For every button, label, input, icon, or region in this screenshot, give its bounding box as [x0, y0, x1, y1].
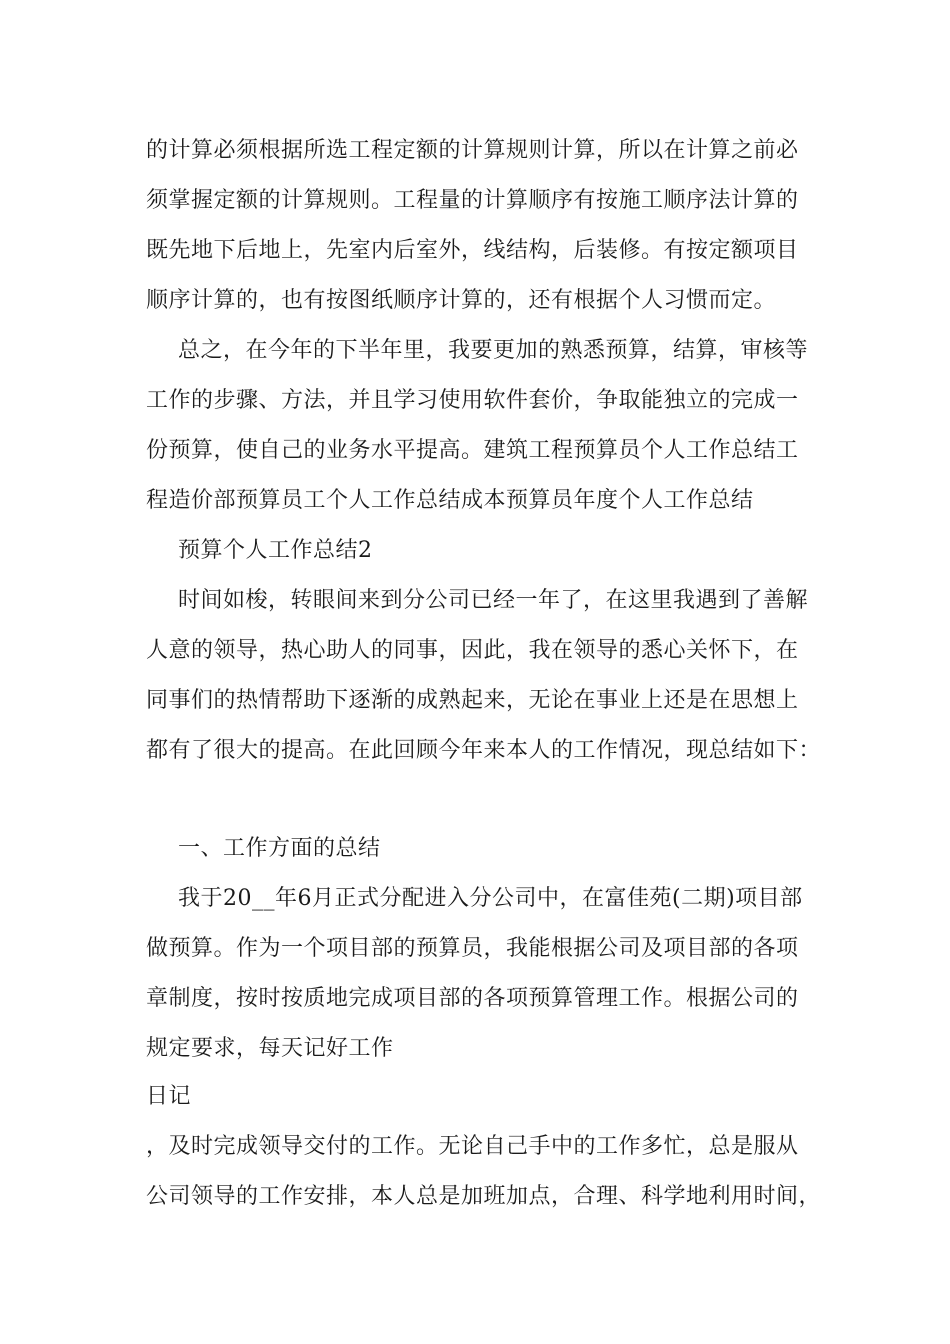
- text-line: 程造价部预算员工个人工作总结成本预算员年度个人工作总结: [146, 488, 754, 513]
- text-line: 人意的领导，热心助人的同事，因此，我在领导的悉心关怀下，在: [146, 638, 799, 663]
- text-line: 我于20__年6月正式分配进入分公司中，在富佳苑(二期)项目部: [178, 886, 803, 911]
- section-heading: 预算个人工作总结2: [178, 538, 373, 563]
- text-line: 总之，在今年的下半年里，我要更加的熟悉预算，结算，审核等: [178, 338, 809, 363]
- text-line: 都有了很大的提高。在此回顾今年来本人的工作情况，现总结如下：: [146, 738, 822, 763]
- text-line: 规定要求，每天记好工作: [146, 1036, 394, 1061]
- text-line: 公司领导的工作安排，本人总是加班加点，合理、科学地利用时间，: [146, 1184, 822, 1209]
- section-heading: 一、工作方面的总结: [178, 836, 381, 861]
- text-line: 须掌握定额的计算规则。工程量的计算顺序有按施工顺序法计算的: [146, 188, 799, 213]
- text-line: 同事们的热情帮助下逐渐的成熟起来，无论在事业上还是在思想上: [146, 688, 799, 713]
- text-line: 时间如梭，转眼间来到分公司已经一年了，在这里我遇到了善解: [178, 588, 809, 613]
- text-line: 章制度，按时按质地完成项目部的各项预算管理工作。根据公司的: [146, 986, 799, 1011]
- text-line: ，及时完成领导交付的工作。无论自己手中的工作多忙，总是服从: [146, 1134, 799, 1159]
- text-line: 份预算，使自己的业务水平提高。建筑工程预算员个人工作总结工: [146, 438, 799, 463]
- text-line: 既先地下后地上，先室内后室外，线结构，后装修。有按定额项目: [146, 238, 799, 263]
- text-line: 工作的步骤、方法，并且学习使用软件套价，争取能独立的完成一: [146, 388, 799, 413]
- text-line: 的计算必须根据所选工程定额的计算规则计算，所以在计算之前必: [146, 138, 799, 163]
- text-line: 日记: [146, 1084, 192, 1109]
- text-line: 做预算。作为一个项目部的预算员，我能根据公司及项目部的各项: [146, 936, 799, 961]
- text-line: 顺序计算的，也有按图纸顺序计算的，还有根据个人习惯而定。: [146, 288, 777, 313]
